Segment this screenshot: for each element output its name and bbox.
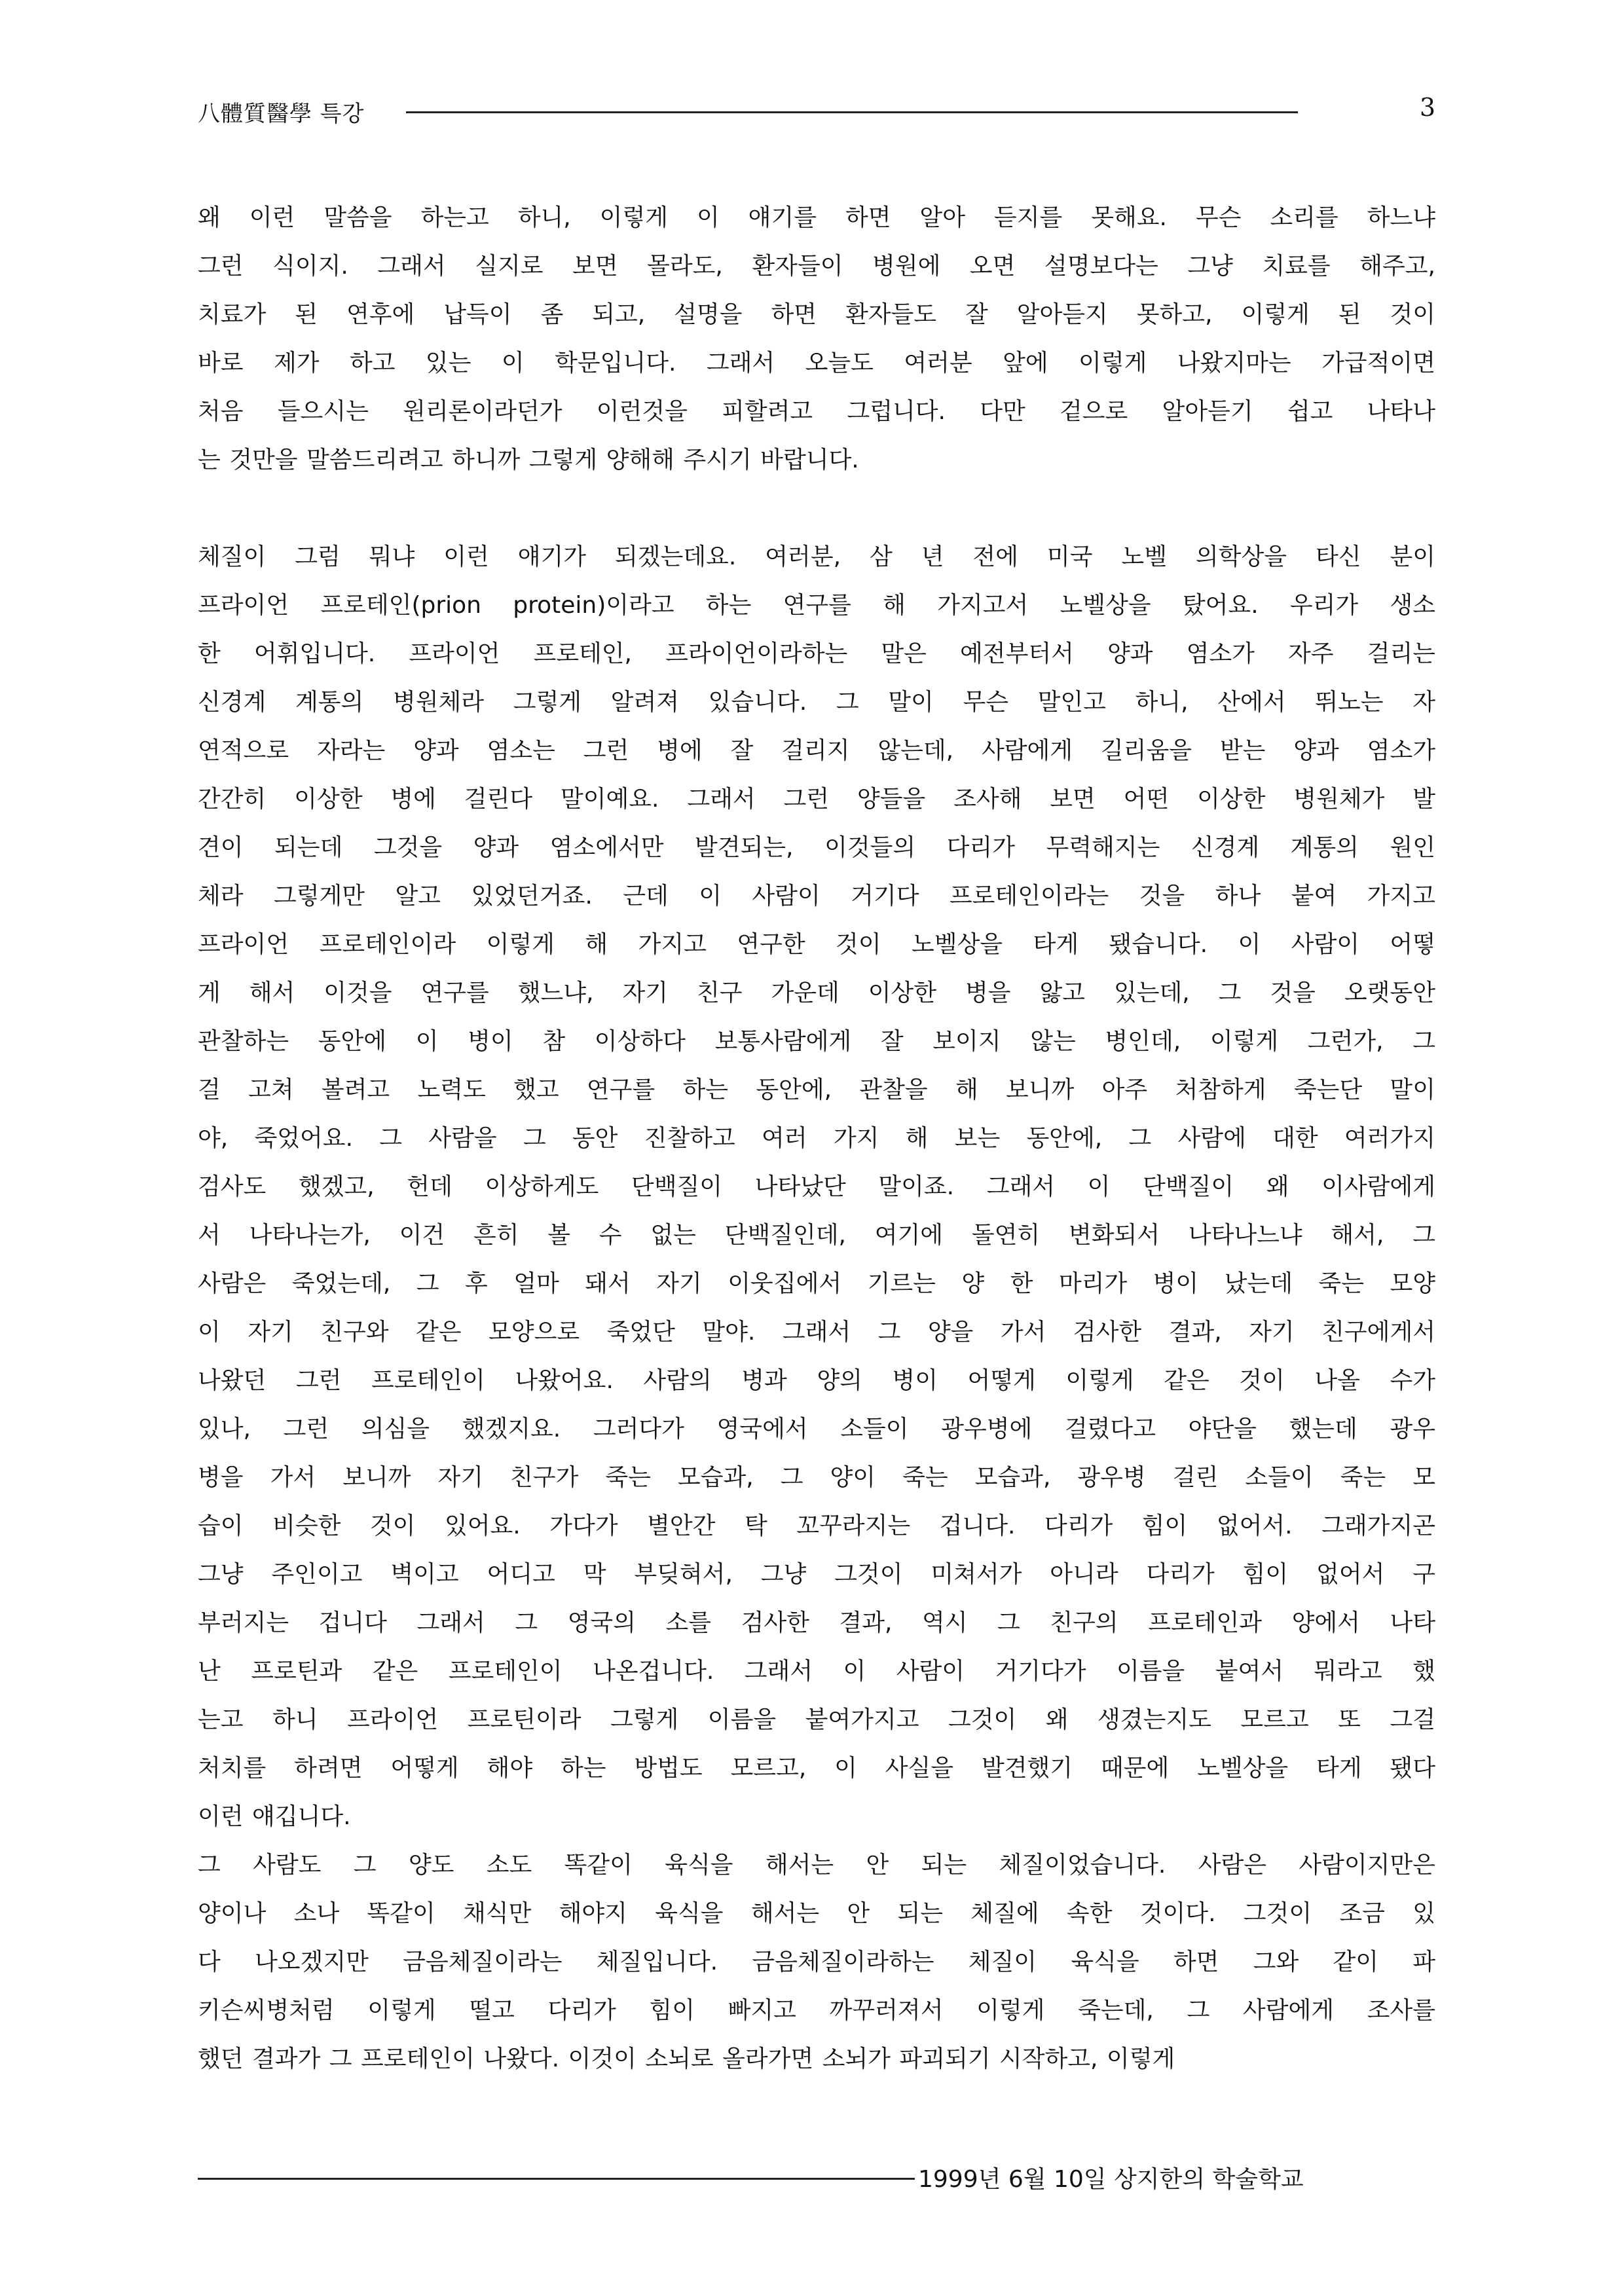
text-line: 체질이 그럼 뭐냐 이런 얘기가 되겠는데요. 여러분, 삼 년 전에 미국 노벨 의학상을 타신 분이 bbox=[198, 543, 1435, 570]
footer-rule bbox=[198, 2178, 915, 2180]
header-title: 八體質醫學 특강 bbox=[198, 101, 365, 127]
text-line: 신경계 계통의 병원체라 그렇게 알려져 있습니다. 그 말이 무슨 말인고 하니, 산에서 뛰노는 자 bbox=[198, 689, 1435, 716]
page-footer bbox=[198, 2161, 1435, 2200]
document-body bbox=[198, 194, 1435, 2084]
text-line: 간간히 이상한 병에 걸린다 말이예요. 그래서 그런 양들을 조사해 보면 어떤 이상한 병원체가 발 bbox=[198, 786, 1435, 813]
text-line: 체라 그렇게만 알고 있었던거죠. 근데 이 사람이 거기다 프로테인이라는 것을 하나 붙여 가지고 bbox=[198, 883, 1435, 909]
text-line: 관찰하는 동안에 이 병이 참 이상하다 보통사람에게 잘 보이지 않는 병인데, 이렇게 그런가, 그 bbox=[198, 1028, 1435, 1055]
paragraph bbox=[198, 194, 1435, 485]
text-line: 난 프로틴과 같은 프로테인이 나온겁니다. 그래서 이 사람이 거기다가 이름을 붙여서 뭐라고 했 bbox=[198, 1658, 1435, 1685]
text-line: 그냥 주인이고 벽이고 어디고 막 부딪혀서, 그냥 그것이 미쳐서가 아니라 다리가 힘이 없어서 구 bbox=[198, 1561, 1435, 1588]
text-line: 나왔던 그런 프로테인이 나왔어요. 사람의 병과 양의 병이 어떻게 이렇게 같은 것이 나올 수가 bbox=[198, 1367, 1435, 1394]
text-line: 야, 죽었어요. 그 사람을 그 동안 진찰하고 여러 가지 해 보는 동안에, 그 사람에 대한 여러가지 bbox=[198, 1125, 1435, 1152]
text-line: 걸 고쳐 볼려고 노력도 했고 연구를 하는 동안에, 관찰을 해 보니까 아주 처참하게 죽는단 말이 bbox=[198, 1076, 1435, 1103]
text-line: 있나, 그런 의심을 했겠지요. 그러다가 영국에서 소들이 광우병에 걸렸다고 야단을 했는데 광우 bbox=[198, 1416, 1435, 1442]
paragraph-gap bbox=[198, 485, 1435, 533]
text-line: 처음 들으시는 원리론이라던가 이런것을 피할려고 그럽니다. 다만 겉으로 알아듣기 쉽고 나타나 bbox=[198, 398, 1435, 425]
text-line: 이런 얘깁니다. bbox=[198, 1803, 351, 1830]
page-number: 3 bbox=[1419, 93, 1435, 122]
text-line: 서 나타나는가, 이건 흔히 볼 수 없는 단백질인데, 여기에 돌연히 변화되서 나타나느냐 해서, 그 bbox=[198, 1222, 1435, 1249]
text-line: 왜 이런 말씀을 하는고 하니, 이렇게 이 얘기를 하면 알아 듣지를 못해요. 무슨 소리를 하느냐 bbox=[198, 204, 1435, 231]
text-line: 프라이언 프로테인이라 이렇게 해 가지고 연구한 것이 노벨상을 타게 됐습니다. 이 사람이 어떻 bbox=[198, 931, 1435, 958]
text-line: 한 어휘입니다. 프라이언 프로테인, 프라이언이라하는 말은 예전부터서 양과 염소가 자주 걸리는 bbox=[198, 640, 1435, 667]
text-line: 했던 결과가 그 프로테인이 나왔다. 이것이 소뇌로 올라가면 소뇌가 파괴되기 시작하고, 이렇게 bbox=[198, 2046, 1175, 2072]
header-rule bbox=[406, 111, 1298, 113]
text-line: 그런 식이지. 그래서 실지로 보면 몰라도, 환자들이 병원에 오면 설명보다는 그냥 치료를 해주고, bbox=[198, 253, 1435, 280]
text-line: 키슨씨병처럼 이렇게 떨고 다리가 힘이 빠지고 까꾸러져서 이렇게 죽는데, 그 사람에게 조사를 bbox=[198, 1997, 1435, 2024]
footer-text: 1999년 6월 10일 상지한의 학술학교 bbox=[918, 2166, 1304, 2193]
text-line: 양이나 소나 똑같이 채식만 해야지 육식을 해서는 안 되는 체질에 속한 것이다. 그것이 조금 있 bbox=[198, 1900, 1435, 1927]
text-line: 이 자기 친구와 같은 모양으로 죽었단 말야. 그래서 그 양을 가서 검사한 결과, 자기 친구에게서 bbox=[198, 1319, 1435, 1346]
text-line: 사람은 죽었는데, 그 후 얼마 돼서 자기 이웃집에서 기르는 양 한 마리가 병이 났는데 죽는 모양 bbox=[198, 1270, 1435, 1297]
text-line: 병을 가서 보니까 자기 친구가 죽는 모습과, 그 양이 죽는 모습과, 광우병 걸린 소들이 죽는 모 bbox=[198, 1464, 1435, 1491]
text-line: 검사도 했겠고, 헌데 이상하게도 단백질이 나타났단 말이죠. 그래서 이 단백질이 왜 이사람에게 bbox=[198, 1173, 1435, 1200]
page-header bbox=[198, 93, 1435, 132]
paragraph bbox=[198, 1841, 1435, 2084]
text-line: 다 나오겠지만 금음체질이라는 체질입니다. 금음체질이라하는 체질이 육식을 하면 그와 같이 파 bbox=[198, 1949, 1435, 1975]
text-line: 는고 하니 프라이언 프로틴이라 그렇게 이름을 붙여가지고 그것이 왜 생겼는지도 모르고 또 그걸 bbox=[198, 1706, 1435, 1733]
text-line: 견이 되는데 그것을 양과 염소에서만 발견되는, 이것들의 다리가 무력해지는 신경계 계통의 원인 bbox=[198, 834, 1435, 861]
text-line: 처치를 하려면 어떻게 해야 하는 방법도 모르고, 이 사실을 발견했기 때문에 노벨상을 타게 됐다 bbox=[198, 1755, 1435, 1782]
text-line: 게 해서 이것을 연구를 했느냐, 자기 친구 가운데 이상한 병을 앓고 있는데, 그 것을 오랫동안 bbox=[198, 980, 1435, 1006]
text-line: 부러지는 겁니다 그래서 그 영국의 소를 검사한 결과, 역시 그 친구의 프로테인과 양에서 나타 bbox=[198, 1609, 1435, 1636]
text-line: 바로 제가 하고 있는 이 학문입니다. 그래서 오늘도 여러분 앞에 이렇게 나왔지마는 가급적이면 bbox=[198, 350, 1435, 376]
text-line: 프라이언 프로테인(prion protein)이라고 하는 연구를 해 가지고서 노벨상을 탔어요. 우리가 생소 bbox=[198, 592, 1435, 619]
text-line: 습이 비슷한 것이 있어요. 가다가 별안간 탁 꼬꾸라지는 겁니다. 다리가 힘이 없어서. 그래가지곤 bbox=[198, 1513, 1435, 1539]
text-line: 는 것만을 말씀드리려고 하니까 그렇게 양해해 주시기 바랍니다. bbox=[198, 447, 859, 473]
text-line: 그 사람도 그 양도 소도 똑같이 육식을 해서는 안 되는 체질이었습니다. 사람은 사람이지만은 bbox=[198, 1852, 1435, 1879]
text-line: 연적으로 자라는 양과 염소는 그런 병에 잘 걸리지 않는데, 사람에게 길리움을 받는 양과 염소가 bbox=[198, 737, 1435, 764]
paragraph bbox=[198, 533, 1435, 1841]
text-line: 치료가 된 연후에 납득이 좀 되고, 설명을 하면 환자들도 잘 알아듣지 못하고, 이렇게 된 것이 bbox=[198, 301, 1435, 328]
